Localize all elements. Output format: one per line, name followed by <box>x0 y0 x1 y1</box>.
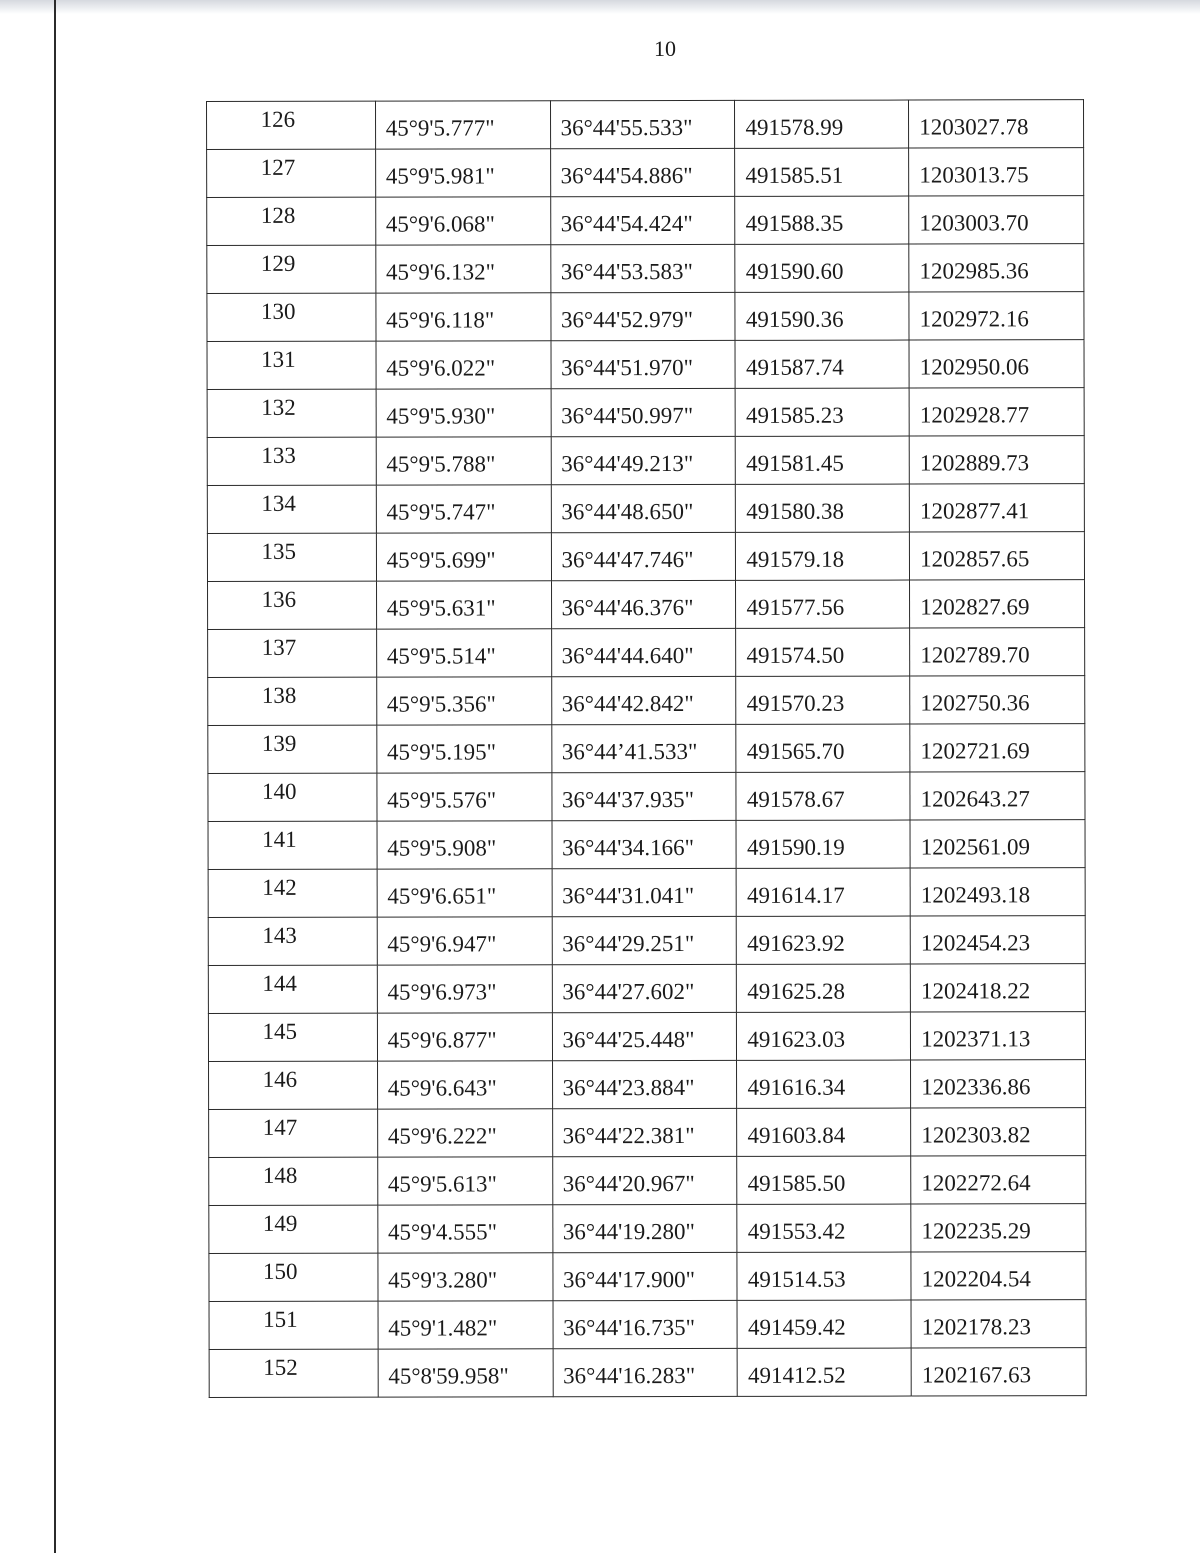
longitude-cell: 36°44'54.886" <box>550 148 735 196</box>
y-coordinate-cell: 1203013.75 <box>909 148 1084 196</box>
coordinates-table-body <box>207 100 1087 1398</box>
y-coordinate-cell: 1202454.23 <box>910 916 1085 964</box>
point-number-cell: 140 <box>208 773 377 821</box>
longitude-cell: 36°44'48.650" <box>551 484 736 532</box>
latitude-cell: 45°9'3.280" <box>378 1253 553 1301</box>
table-row <box>207 196 1084 246</box>
point-number-cell: 149 <box>209 1205 378 1253</box>
longitude-cell: 36°44'37.935" <box>551 772 736 820</box>
x-coordinate-cell: 491585.51 <box>735 148 909 196</box>
longitude-cell: 36°44'51.970" <box>551 340 736 388</box>
point-number-cell: 139 <box>208 725 377 773</box>
point-number-cell: 128 <box>207 197 376 245</box>
x-coordinate-cell: 491570.23 <box>736 676 910 724</box>
x-coordinate-cell: 491603.84 <box>737 1108 911 1156</box>
y-coordinate-cell: 1202857.65 <box>910 532 1085 580</box>
table-row <box>209 1060 1086 1110</box>
table-row <box>209 1108 1086 1158</box>
x-coordinate-cell: 491587.74 <box>735 340 909 388</box>
longitude-cell: 36°44'19.280" <box>552 1204 737 1252</box>
longitude-cell: 36°44'49.213" <box>551 436 736 484</box>
table-row <box>208 580 1085 630</box>
y-coordinate-cell: 1202827.69 <box>910 580 1085 628</box>
x-coordinate-cell: 491459.42 <box>737 1300 911 1348</box>
x-coordinate-cell: 491580.38 <box>736 484 910 532</box>
y-coordinate-cell: 1202303.82 <box>911 1108 1086 1156</box>
table-row <box>208 916 1085 966</box>
point-number-cell: 148 <box>209 1157 378 1205</box>
table-row <box>208 724 1085 774</box>
latitude-cell: 45°9'5.981" <box>375 149 550 197</box>
table-row <box>207 244 1084 294</box>
x-coordinate-cell: 491579.18 <box>736 532 910 580</box>
point-number-cell: 150 <box>209 1253 378 1301</box>
x-coordinate-cell: 491590.60 <box>735 244 909 292</box>
x-coordinate-cell: 491514.53 <box>737 1252 911 1300</box>
y-coordinate-cell: 1202985.36 <box>909 244 1084 292</box>
x-coordinate-cell: 491412.52 <box>737 1348 911 1396</box>
y-coordinate-cell: 1202877.41 <box>909 484 1084 532</box>
x-coordinate-cell: 491623.92 <box>737 916 911 964</box>
x-coordinate-cell: 491553.42 <box>737 1204 911 1252</box>
latitude-cell: 45°9'6.132" <box>375 245 550 293</box>
table-row <box>207 148 1084 198</box>
y-coordinate-cell: 1202235.29 <box>911 1204 1086 1252</box>
longitude-cell: 36°44'53.583" <box>550 244 735 292</box>
y-coordinate-cell: 1202204.54 <box>911 1252 1086 1300</box>
latitude-cell: 45°9'5.930" <box>376 389 551 437</box>
y-coordinate-cell: 1202178.23 <box>911 1300 1086 1348</box>
y-coordinate-cell: 1202950.06 <box>909 340 1084 388</box>
latitude-cell: 45°9'6.118" <box>376 293 551 341</box>
point-number-cell: 146 <box>209 1061 378 1109</box>
latitude-cell: 45°9'4.555" <box>377 1205 552 1253</box>
longitude-cell: 36°44'55.533" <box>550 100 735 148</box>
point-number-cell: 129 <box>207 245 376 293</box>
latitude-cell: 45°9'6.947" <box>377 917 552 965</box>
latitude-cell: 45°9'5.747" <box>376 485 551 533</box>
latitude-cell: 45°8'59.958" <box>378 1349 553 1397</box>
x-coordinate-cell: 491585.50 <box>737 1156 911 1204</box>
x-coordinate-cell: 491578.99 <box>735 100 909 148</box>
y-coordinate-cell: 1202972.16 <box>909 292 1084 340</box>
y-coordinate-cell: 1202789.70 <box>910 628 1085 676</box>
y-coordinate-cell: 1202561.09 <box>910 820 1085 868</box>
point-number-cell: 134 <box>207 485 376 533</box>
table-row <box>207 292 1084 342</box>
latitude-cell: 45°9'6.651" <box>377 869 552 917</box>
point-number-cell: 137 <box>208 629 377 677</box>
y-coordinate-cell: 1202336.86 <box>911 1060 1086 1108</box>
table-row <box>207 340 1084 390</box>
table-row <box>208 964 1085 1014</box>
longitude-cell: 36°44'23.884" <box>552 1060 737 1108</box>
table-row <box>209 1252 1086 1302</box>
longitude-cell: 36°44'29.251" <box>552 916 737 964</box>
point-number-cell: 151 <box>209 1301 378 1349</box>
latitude-cell: 45°9'5.356" <box>376 677 551 725</box>
y-coordinate-cell: 1203003.70 <box>909 196 1084 244</box>
longitude-cell: 36°44'42.842" <box>551 676 736 724</box>
x-coordinate-cell: 491581.45 <box>736 436 910 484</box>
table-row <box>208 1012 1085 1062</box>
y-coordinate-cell: 1202928.77 <box>909 388 1084 436</box>
page-left-border <box>54 0 56 1553</box>
x-coordinate-cell: 491588.35 <box>735 196 909 244</box>
table-row <box>207 388 1084 438</box>
table-row <box>209 1156 1086 1206</box>
point-number-cell: 141 <box>208 821 377 869</box>
point-number-cell: 131 <box>207 341 376 389</box>
x-coordinate-cell: 491590.19 <box>736 820 910 868</box>
table-row <box>207 436 1084 486</box>
x-coordinate-cell: 491578.67 <box>736 772 910 820</box>
point-number-cell: 147 <box>209 1109 378 1157</box>
point-number-cell: 127 <box>207 149 376 197</box>
longitude-cell: 36°44'52.979" <box>550 292 735 340</box>
table-row <box>207 532 1084 582</box>
longitude-cell: 36°44'46.376" <box>551 580 736 628</box>
longitude-cell: 36°44'34.166" <box>552 820 737 868</box>
point-number-cell: 126 <box>207 101 376 149</box>
longitude-cell: 36°44'31.041" <box>552 868 737 916</box>
latitude-cell: 45°9'5.777" <box>375 101 550 149</box>
latitude-cell: 45°9'5.631" <box>376 581 551 629</box>
longitude-cell: 36°44'16.283" <box>553 1348 738 1396</box>
longitude-cell: 36°44'44.640" <box>551 628 736 676</box>
y-coordinate-cell: 1202721.69 <box>910 724 1085 772</box>
table-row <box>209 1204 1086 1254</box>
table-row <box>208 820 1085 870</box>
point-number-cell: 135 <box>207 533 376 581</box>
table-row <box>208 628 1085 678</box>
longitude-cell: 36°44'27.602" <box>552 964 737 1012</box>
point-number-cell: 143 <box>208 917 377 965</box>
page-number: 10 <box>654 36 676 61</box>
longitude-cell: 36°44'17.900" <box>552 1252 737 1300</box>
latitude-cell: 45°9'5.514" <box>376 629 551 677</box>
longitude-cell: 36°44'47.746" <box>551 532 736 580</box>
latitude-cell: 45°9'1.482" <box>378 1301 553 1349</box>
x-coordinate-cell: 491590.36 <box>735 292 909 340</box>
table-row <box>207 484 1084 534</box>
table-row <box>208 676 1085 726</box>
table-row <box>207 100 1084 150</box>
latitude-cell: 45°9'6.973" <box>377 965 552 1013</box>
longitude-cell: 36°44'25.448" <box>552 1012 737 1060</box>
point-number-cell: 142 <box>208 869 377 917</box>
longitude-cell: 36°44'54.424" <box>550 196 735 244</box>
point-number-cell: 132 <box>207 389 376 437</box>
x-coordinate-cell: 491585.23 <box>735 388 909 436</box>
latitude-cell: 45°9'5.195" <box>376 725 551 773</box>
longitude-cell: 36°44'22.381" <box>552 1108 737 1156</box>
point-number-cell: 152 <box>209 1349 378 1397</box>
latitude-cell: 45°9'5.699" <box>376 533 551 581</box>
latitude-cell: 45°9'6.643" <box>377 1061 552 1109</box>
y-coordinate-cell: 1202272.64 <box>911 1156 1086 1204</box>
coordinates-table <box>206 99 1087 1398</box>
y-coordinate-cell: 1202418.22 <box>910 964 1085 1012</box>
point-number-cell: 136 <box>208 581 377 629</box>
x-coordinate-cell: 491614.17 <box>736 868 910 916</box>
latitude-cell: 45°9'5.788" <box>376 437 551 485</box>
longitude-cell: 36°44'50.997" <box>551 388 736 436</box>
y-coordinate-cell: 1203027.78 <box>909 100 1084 148</box>
table-row <box>208 868 1085 918</box>
longitude-cell: 36°44’41.533" <box>551 724 736 772</box>
x-coordinate-cell: 491623.03 <box>737 1012 911 1060</box>
y-coordinate-cell: 1202643.27 <box>910 772 1085 820</box>
x-coordinate-cell: 491574.50 <box>736 628 910 676</box>
latitude-cell: 45°9'5.613" <box>377 1157 552 1205</box>
table-row <box>209 1300 1086 1350</box>
y-coordinate-cell: 1202493.18 <box>910 868 1085 916</box>
y-coordinate-cell: 1202750.36 <box>910 676 1085 724</box>
latitude-cell: 45°9'6.222" <box>377 1109 552 1157</box>
point-number-cell: 138 <box>208 677 377 725</box>
point-number-cell: 145 <box>208 1013 377 1061</box>
point-number-cell: 144 <box>208 965 377 1013</box>
longitude-cell: 36°44'20.967" <box>552 1156 737 1204</box>
latitude-cell: 45°9'5.908" <box>377 821 552 869</box>
y-coordinate-cell: 1202889.73 <box>909 436 1084 484</box>
scan-shadow <box>0 0 1200 14</box>
y-coordinate-cell: 1202371.13 <box>911 1012 1086 1060</box>
latitude-cell: 45°9'6.022" <box>376 341 551 389</box>
table-row <box>209 1348 1086 1398</box>
x-coordinate-cell: 491565.70 <box>736 724 910 772</box>
longitude-cell: 36°44'16.735" <box>553 1300 738 1348</box>
table-row <box>208 772 1085 822</box>
point-number-cell: 130 <box>207 293 376 341</box>
x-coordinate-cell: 491616.34 <box>737 1060 911 1108</box>
latitude-cell: 45°9'6.068" <box>375 197 550 245</box>
x-coordinate-cell: 491577.56 <box>736 580 910 628</box>
x-coordinate-cell: 491625.28 <box>737 964 911 1012</box>
point-number-cell: 133 <box>207 437 376 485</box>
latitude-cell: 45°9'6.877" <box>377 1013 552 1061</box>
latitude-cell: 45°9'5.576" <box>377 773 552 821</box>
y-coordinate-cell: 1202167.63 <box>911 1348 1086 1396</box>
